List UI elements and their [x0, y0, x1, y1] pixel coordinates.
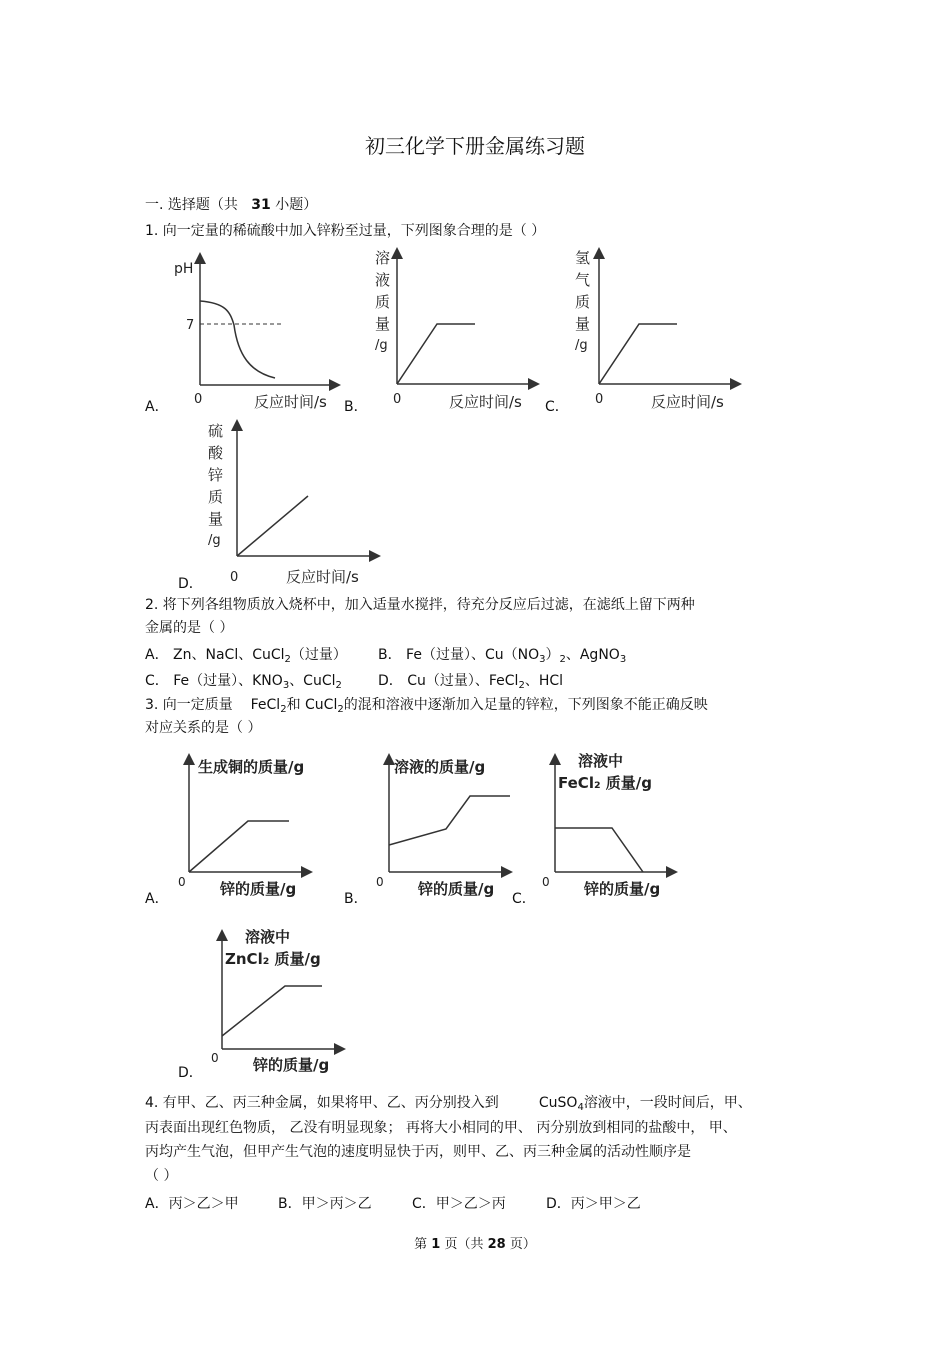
q1c-ylabel-3: 质: [575, 293, 591, 311]
q3a-origin: 0: [178, 875, 186, 889]
q2-option-b[interactable]: B． Fe（过量）、$Cu(NO_3)_2$、AgNO$_3$: [378, 647, 627, 665]
q1d-ylabel-3: 锌: [208, 466, 224, 484]
q3-stem-line2: 对应关系的是（ ）: [145, 720, 262, 736]
q1d-xlabel: 反应时间/s: [286, 568, 359, 586]
q1d-ylabel-5: 量: [208, 510, 224, 528]
q2-stem-line2: 金属的是（ ）: [145, 620, 234, 636]
q1a-xlabel: 反应时间/s: [254, 393, 327, 411]
q3-graph-d: [205, 926, 355, 1076]
q1-option-c[interactable]: C．: [545, 399, 569, 415]
q1b-ylabel-5: /g: [375, 338, 388, 353]
q1d-ylabel-1: 硫: [208, 422, 224, 440]
q3a-ylabel: 生成铜的质量/g: [198, 758, 305, 776]
q3-graph-b: [372, 752, 522, 900]
q3b-xlabel: 锌的质量/g: [418, 880, 495, 898]
q1c-ylabel-1: 氢: [575, 249, 591, 267]
q4-stem-line3: 丙均产生气泡，但甲产生气泡的速度明显快于丙，则甲、乙、丙三种金属的活动性顺序是: [145, 1144, 691, 1160]
q1c-ylabel-5: /g: [575, 338, 588, 353]
q3b-origin: 0: [376, 875, 384, 889]
q1b-ylabel-1: 溶: [375, 249, 391, 267]
q1-option-b[interactable]: B．: [344, 399, 368, 415]
q3c-origin: 0: [542, 875, 550, 889]
q1b-origin: 0: [393, 392, 402, 407]
q1-graph-a: [170, 245, 350, 415]
q1a-ylabel: pH: [174, 261, 194, 277]
q2-option-d[interactable]: D． Cu（过量）、FeCl$_2$、HCl: [378, 673, 564, 691]
q2-stem-line1: 2. 将下列各组物质放入烧杯中，加入适量水搅拌，待充分反应后过滤，在滤纸上留下两种: [145, 597, 695, 613]
q1d-ylabel-4: 质: [208, 488, 224, 506]
q2-option-c[interactable]: C． Fe（过量）、$KNO_3$、CuCl$_2$: [145, 673, 342, 691]
q1-graph-b: [365, 245, 545, 415]
q3-graph-c: [540, 752, 690, 900]
q3-option-b[interactable]: B．: [344, 891, 368, 907]
q1-graph-c: [567, 245, 747, 415]
q1d-ylabel-2: 酸: [208, 444, 224, 462]
q3-option-d[interactable]: D．: [178, 1065, 203, 1081]
q1b-ylabel-2: 液: [375, 271, 391, 289]
q1b-xlabel: 反应时间/s: [449, 393, 522, 411]
q1c-ylabel-2: 气: [575, 271, 591, 289]
q3c-ylabel-1: 溶液中: [578, 752, 624, 770]
q3-stem-line1: 3. 向一定质量 FeCl$_2$和 CuCl$_2$的混和溶液中逐渐加入足量的锌粒，下列图象不能正确反映: [145, 697, 708, 715]
q3d-ylabel-1: 溶液中: [245, 928, 291, 946]
page-title: 初三化学下册金属练习题: [365, 134, 585, 158]
q3d-ylabel-2: ZnCl₂ 质量/g: [225, 950, 321, 968]
q1-graph-d: [200, 418, 390, 590]
q1b-ylabel-4: 量: [375, 315, 391, 333]
page-footer: 第 1 页（共 28 页）: [414, 1237, 536, 1252]
q4-option-a[interactable]: A．丙＞乙＞甲: [145, 1196, 239, 1212]
q1d-origin: 0: [230, 570, 239, 585]
q3-option-a[interactable]: A．: [145, 891, 169, 907]
q3-graph-a: [172, 752, 322, 900]
q1a-mark: 7: [186, 318, 195, 333]
q1-option-a[interactable]: A．: [145, 399, 169, 415]
q4-option-c[interactable]: C．甲＞乙＞丙: [412, 1196, 506, 1212]
q4-stem-line2: 丙表面出现红色物质， 乙没有明显现象； 再将大小相同的甲、 丙分别放到相同的盐酸中， 甲、: [145, 1120, 737, 1136]
q1d-ylabel-6: /g: [208, 533, 221, 548]
q2-option-a[interactable]: A． Zn、NaCl、CuCl$_2$（过量）: [145, 647, 347, 665]
q1b-ylabel-3: 质: [375, 293, 391, 311]
q3d-origin: 0: [211, 1051, 219, 1065]
q3c-ylabel-2: FeCl₂ 质量/g: [558, 774, 652, 792]
q3d-xlabel: 锌的质量/g: [253, 1056, 330, 1074]
q3-option-c[interactable]: C．: [512, 891, 536, 907]
q4-stem-line1: 4. 有甲、乙、丙三种金属，如果将甲、乙、丙分别投入到 CuSO$_4$溶液中，一段时间后，甲、: [145, 1095, 752, 1113]
q1c-xlabel: 反应时间/s: [651, 393, 724, 411]
q1c-origin: 0: [595, 392, 604, 407]
q1c-ylabel-4: 量: [575, 315, 591, 333]
q3b-ylabel: 溶液的质量/g: [394, 758, 486, 776]
q4-stem-line4: （ ）: [145, 1168, 178, 1184]
q1-option-d[interactable]: D．: [178, 576, 203, 592]
q1-stem: 1. 向一定量的稀硫酸中加入锌粉至过量，下列图象合理的是（ ）: [145, 223, 546, 239]
q4-option-d[interactable]: D．丙＞甲＞乙: [546, 1196, 641, 1212]
q4-option-b[interactable]: B．甲＞丙＞乙: [278, 1196, 372, 1212]
q3c-xlabel: 锌的质量/g: [584, 880, 661, 898]
section-heading: 一. 选择题（共 31 小题）: [145, 197, 318, 213]
q3a-xlabel: 锌的质量/g: [220, 880, 297, 898]
q1a-origin: 0: [194, 392, 203, 407]
